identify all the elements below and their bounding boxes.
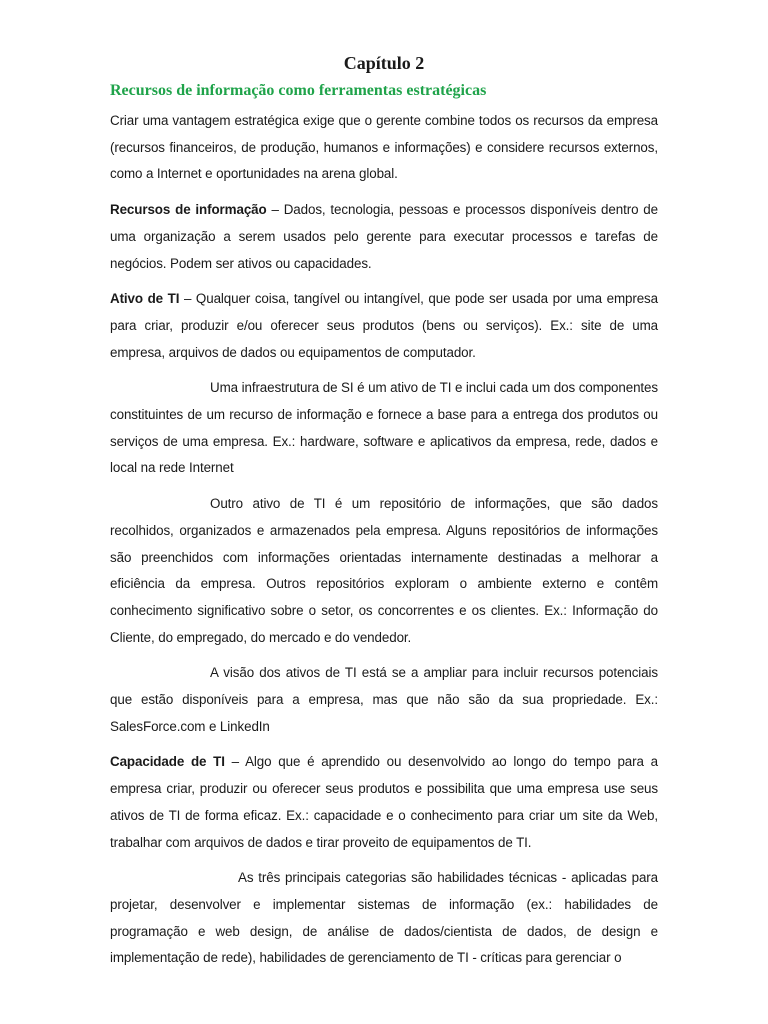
paragraph-text: Criar uma vantagem estratégica exige que o gerente combine todos os recursos da empresa (recursos financeiros, de produção, humanos e informações) e considere recursos externos, como a Internet e oportunidades na arena global. (110, 113, 658, 182)
paragraph-text: – Qualquer coisa, tangível ou intangível, que pode ser usada por uma empresa para criar, produzir e/ou oferecer seus produtos (bens ou serviços). Ex.: site de uma empresa, arquivos de dados ou equipamentos de computador. (110, 291, 658, 360)
paragraph-recursos-de-informacao (110, 197, 658, 277)
paragraph-intro (110, 108, 658, 188)
paragraph-capacidade-de-ti (110, 749, 658, 856)
term-label: Ativo de TI (110, 291, 180, 307)
paragraph-text: A visão dos ativos de TI está se a ampliar para incluir recursos potenciais que estão disponíveis para a empresa, mas que não são da sua propriedade. Ex.: SalesForce.com e LinkedIn (110, 665, 658, 734)
paragraph-infraestrutura (110, 375, 658, 482)
paragraph-visao-ativos (110, 660, 658, 740)
chapter-title: Capítulo 2 (343, 53, 425, 73)
paragraph-repositorio (110, 491, 658, 651)
paragraph-text: As três principais categorias são habilidades técnicas - aplicadas para projetar, desenvolver e implementar sistemas de informação (ex.: habilidades de programação e web design, de análise de dados/cientista de dados, de design e implementação de rede), habilidades de gerenciamento de TI - críticas para gerenciar o (110, 870, 658, 966)
paragraph-ativo-de-ti (110, 286, 658, 366)
term-label: Capacidade de TI (110, 754, 225, 770)
paragraph-text: Uma infraestrutura de SI é um ativo de TI e inclui cada um dos componentes constituintes de um recurso de informação e fornece a base para a entrega dos produtos ou serviços de uma empresa. Ex.: hardware, software e aplicativos da empresa, rede, dados e local na rede Internet (110, 380, 658, 476)
paragraph-text: – Algo que é aprendido ou desenvolvido ao longo do tempo para a empresa criar, produzir ou oferecer seus produtos e possibilita que uma empresa use seus ativos de TI de forma eficaz. Ex.: capacidade e o conhecimento para criar um site da Web, trabalhar com arquivos de dados e tirar proveito de equipamentos de TI. (110, 754, 658, 850)
section-heading: Recursos de informação como ferramentas estratégicas (110, 82, 487, 99)
term-label: Recursos de informação (110, 202, 267, 218)
paragraph-text: – Dados, tecnologia, pessoas e processos disponíveis dentro de uma organização a serem usados pelo gerente para executar processos e tarefas de negócios. Podem ser ativos ou capacidades. (110, 202, 658, 271)
paragraph-text: Outro ativo de TI é um repositório de informações, que são dados recolhidos, organizados e armazenados pela empresa. Alguns repositórios de informações são preenchidos com informações orientadas internamente destinadas a melhorar a eficiência da empresa. Outros repositórios exploram o ambiente externo e contêm conhecimento significativo sobre o setor, os concorrentes e os clientes. Ex.: Informação do Cliente, do empregado, do mercado e do vendedor. (110, 496, 658, 645)
paragraph-categorias (110, 865, 658, 972)
document-page (110, 50, 658, 981)
